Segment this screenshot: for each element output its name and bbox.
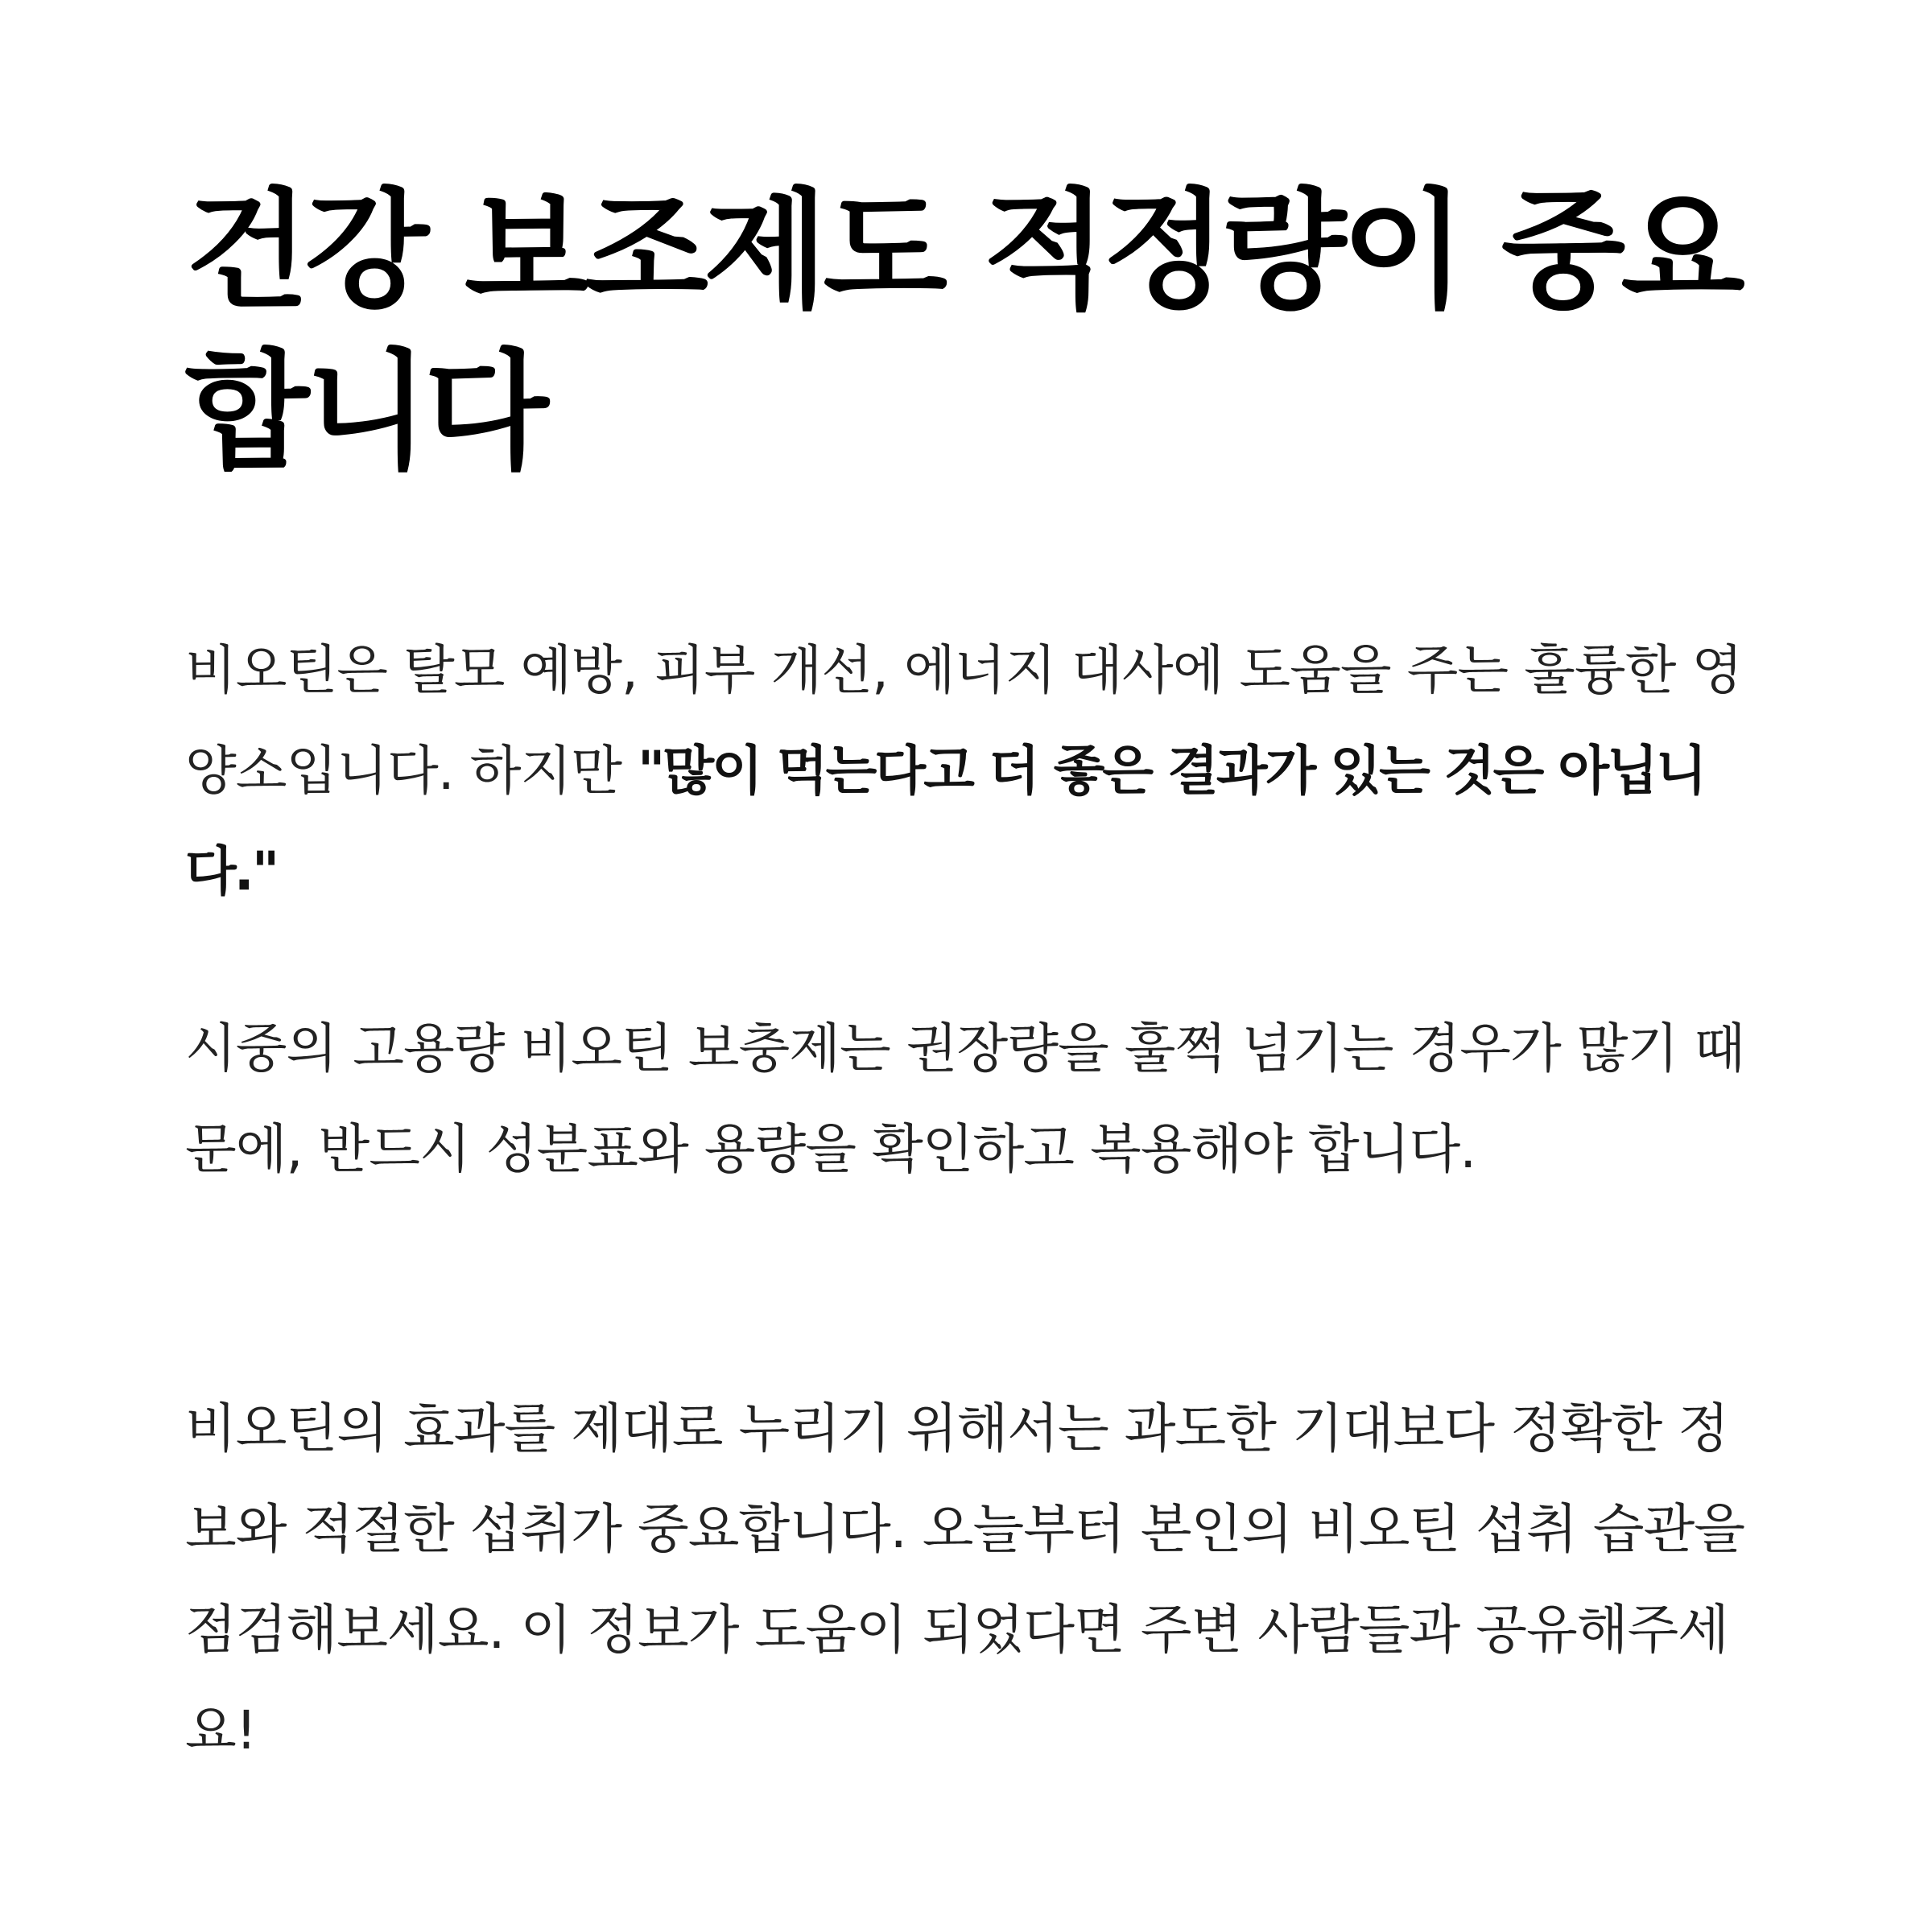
- paragraph-intro-text: 비오틴은 탈모 예방, 피부 개선, 에너지 대사에 도움을 주는 훌륭한 영양소입니다. 하지만: [185, 639, 1743, 802]
- article: [185, 0, 1755, 1932]
- article-title: 건강 보조제도 적정량이 중요합니다: [185, 175, 1740, 487]
- paragraph-conclusion: 비오틴의 효과를 제대로 누리기 위해서는 과도한 기대보다 정확한 정보와 적절한 섭취가 중요합니다. 오늘부터 본인의 비오틴 섭취 습관을 점검해보세요. 이 정보가 도움이 되었다면 주변 사람들과 공유해주세요!: [185, 1397, 1744, 1761]
- paragraph-intro: [185, 620, 1755, 922]
- paragraph-dosage-warning: 시중의 고용량 비오틴 보충제는 권장량을 훌쩍 넘기는 경우가 많기 때문에, 반드시 성분표와 용량을 확인하고 복용해야 합니다.: [185, 1018, 1744, 1180]
- paragraph-intro-emphasis: "많이 먹는다고 더 좋은 결과가 있는 것은 아닙니다.": [185, 740, 1705, 902]
